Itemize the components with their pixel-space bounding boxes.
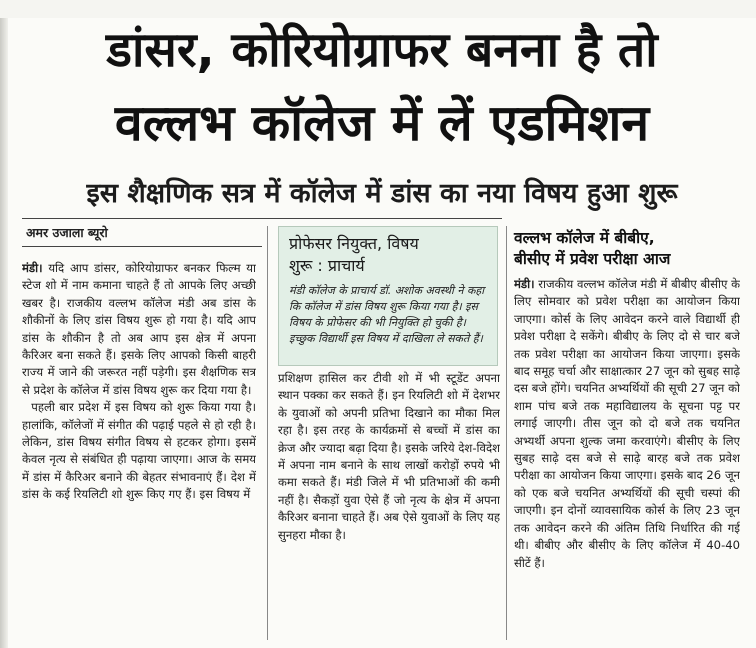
quote-box-title-line-1: प्रोफेसर नियुक्त, विषय [289,234,419,253]
side-story-dateline: मंडी। [514,277,535,291]
quote-box-title-line-2: शुरू : प्राचार्य [289,256,365,275]
column-divider-1 [267,226,268,640]
headline-line-2: वल्लभ कॉलेज में लें एडमिशन [114,94,650,152]
page-fold-shadow [0,0,8,648]
main-story-text-1: यदि आप डांसर, कोरियोग्राफर बनकर फिल्म या स्टेज शो में नाम कमाना चाहते हैं तो आपके लिए अच्छी खबर है। राजकीय वल्लभ कॉलेज मंडी अब डांस के शौकीनों के लिए डांस विषय शुरू हो गया है। यदि आप डांस के शौकीन है तो अब आप इस क्षेत्र में अपना कैरिअर बना सकते हैं। इसके लिए आपको किसी बाहरी राज्य में जाने की जरूरत नहीं पड़ेगी। इस शैक्षणिक सत्र से प्रदेश के कॉलेज में डांस विषय शुरू कर दिया गया है। [22,261,256,397]
quote-box [278,226,498,366]
subheadline: इस शैक्षणिक सत्र में कॉलेज में डांस का नया विषय हुआ शुरू [86,178,678,209]
main-story-paragraph-1 [22,260,256,399]
byline-rule [22,218,502,219]
quote-box-title [289,233,487,277]
dateline: मंडी। [22,261,43,275]
main-story-column-2 [278,370,500,640]
side-story-text: राजकीय वल्लभ कॉलेज मंडी में बीबीए बीसीए के लिए सोमवार को प्रवेश परीक्षा का आयोजन किया जाएगा। कोर्स के लिए आवेदन करने वाले विद्यार्थी ही प्रवेश परीक्षा दे सकेंगे। बीबीए के लिए दो से चार बजे तक प्रवेश परीक्षा का आयोजन किया जाएगा। इसके बाद समूह चर्चा और साक्षात्कार 27 जून को सुबह साढ़े दस बजे होंगे। चयनित अभ्यर्थियों की सूची 27 जून को शाम पांच बजे तक महाविद्यालय के सूचना पट्ट पर लगाई जाएगी। तीस जून को दो बजे तक चयनित अभ्यर्थी अपना शुल्क जमा करवाएंगे। बीसीए के लिए सुबह साढ़े दस बजे से साढ़े बारह बजे तक प्रवेश परीक्षा का आयोजन किया जाएगा। इसके बाद 26 जून को एक बजे चयनित अभ्यर्थियों की सूची चस्पां की जाएगी। इन दोनों व्यावसायिक कोर्स के लिए 23 जून तक आवेदन करने की अंतिम तिथि निर्धारित की गई थी। बीबीए और बीसीए के लिए कॉलेज में 40-40 सीटें हैं। [514,277,740,570]
side-story-headline-line-2: बीसीए में प्रवेश परीक्षा आज [514,250,671,268]
side-story-headline [514,228,744,270]
main-story-column-1 [22,260,256,640]
side-story-body [514,276,740,636]
headline-line-1: डांसर, कोरियोग्राफर बनना है तो [106,22,658,78]
side-story-paragraph [514,276,740,572]
quote-box-text: मंडी कॉलेज के प्राचार्य डॉ. अशोक अवस्थी ने कहा कि कॉलेज में डांस विषय शुरू किया गया है। इस विषय के प्रोफेसर की भी नियुक्ति हो चुकी है। इच्छुक विद्यार्थी इस विषय में दाखिला ले सकते हैं। [289,284,485,345]
byline: अमर उजाला ब्यूरो [26,225,108,240]
main-story-paragraph-3: प्रशिक्षण हासिल कर टीवी शो में भी स्टूडेंट अपना स्थान पक्का कर सकते हैं। इन रियलिटी शो में देशभर के युवाओं को अपनी प्रतिभा दिखाने का मौका मिल रहा है। इस तरह के कार्यक्रमों से बच्चों में डांस का क्रेज और ज्यादा बढ़ा दिया है। इसके जरिये देश-विदेश में अपना नाम बनाने के साथ लाखों करोड़ों रुपये भी कमा सकते हैं। मंडी जिले में भी प्रतिभाओं की कमी नहीं है। सैकड़ों युवा ऐसे हैं जो नृत्य के क्षेत्र में अपना कैरिअर बनाना चाहते हैं। अब ऐसे युवाओं के लिए यह सुनहरा मौका है। [278,371,500,542]
top-margin [0,0,756,18]
column-divider-2 [506,226,507,640]
byline-underline [22,246,262,247]
side-story-headline-line-1: वल्लभ कॉलेज में बीबीए, [514,229,655,247]
main-story-paragraph-2: पहली बार प्रदेश में इस विषय को शुरू किया गया है। हालांकि, कॉलेजों में संगीत की पढ़ाई पहले से हो रही है। लेकिन, डांस विषय संगीत विषय से हटकर होगा। इसमें केवल नृत्य से संबंधित ही पढ़ाया जाएगा। आज के समय में डांस में कैरिअर बनाने की बेहतर संभावनाएं हैं। देश में डांस के कई रियलिटी शो शुरू किए गए हैं। इस विषय में [22,400,256,502]
